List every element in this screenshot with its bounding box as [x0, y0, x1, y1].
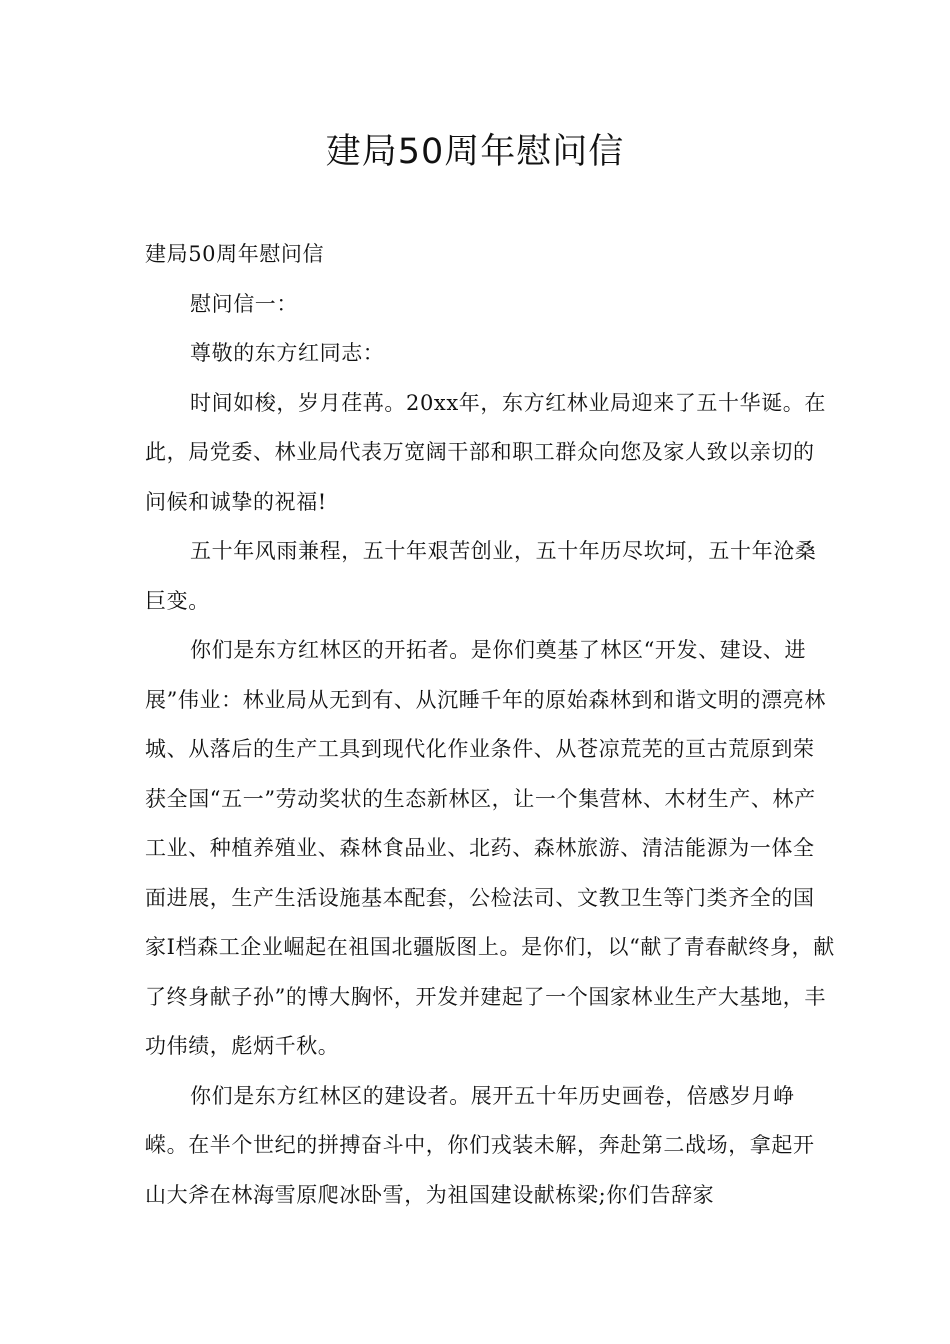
letter-heading: 慰问信一：	[190, 291, 298, 316]
document-subtitle: 建局50周年慰问信	[145, 242, 325, 266]
paragraph: 你们是东方红林区的建设者。展开五十年历史画卷，倍感岁月峥嵘。在半个世纪的拼搏奋斗中，你们戎装未解，奔赴第二战场，拿起开山大斧在林海雪原爬冰卧雪，为祖国建设献栋梁;你们告辞家	[145, 1083, 815, 1207]
paragraph: 你们是东方红林区的开拓者。是你们奠基了林区“开发、建设、进展”伟业：林业局从无到有、从沉睡千年的原始森林到和谐文明的漂亮林城、从落后的生产工具到现代化作业条件、从苍凉荒芜的亘古荒原到荣获全国“五一”劳动奖状的生态新林区，让一个集营林、木材生产、林产工业、种植养殖业、森林食品业、北药、森林旅游、清洁能源为一体全面进展，生产生活设施基本配套，公检法司、文教卫生等门类齐全的国家Ⅰ档森工企业崛起在祖国北疆版图上。是你们，以“献了青春献终身，献了终身献子孙”的博大胸怀，开发并建起了一个国家林业生产大基地，丰功伟绩，彪炳千秋。	[145, 638, 835, 1058]
paragraph: 五十年风雨兼程，五十年艰苦创业，五十年历尽坎坷，五十年沧桑巨变。	[145, 539, 817, 613]
salutation: 尊敬的东方红同志：	[190, 341, 385, 365]
document-title: 建局50周年慰问信	[325, 132, 625, 172]
document-body	[145, 230, 835, 1220]
paragraph: 时间如梭，岁月荏苒。20xx年，东方红林业局迎来了五十华诞。在此，局党委、林业局代表万宽阔干部和职工群众向您及家人致以亲切的问候和诚挚的祝福!	[145, 390, 827, 514]
